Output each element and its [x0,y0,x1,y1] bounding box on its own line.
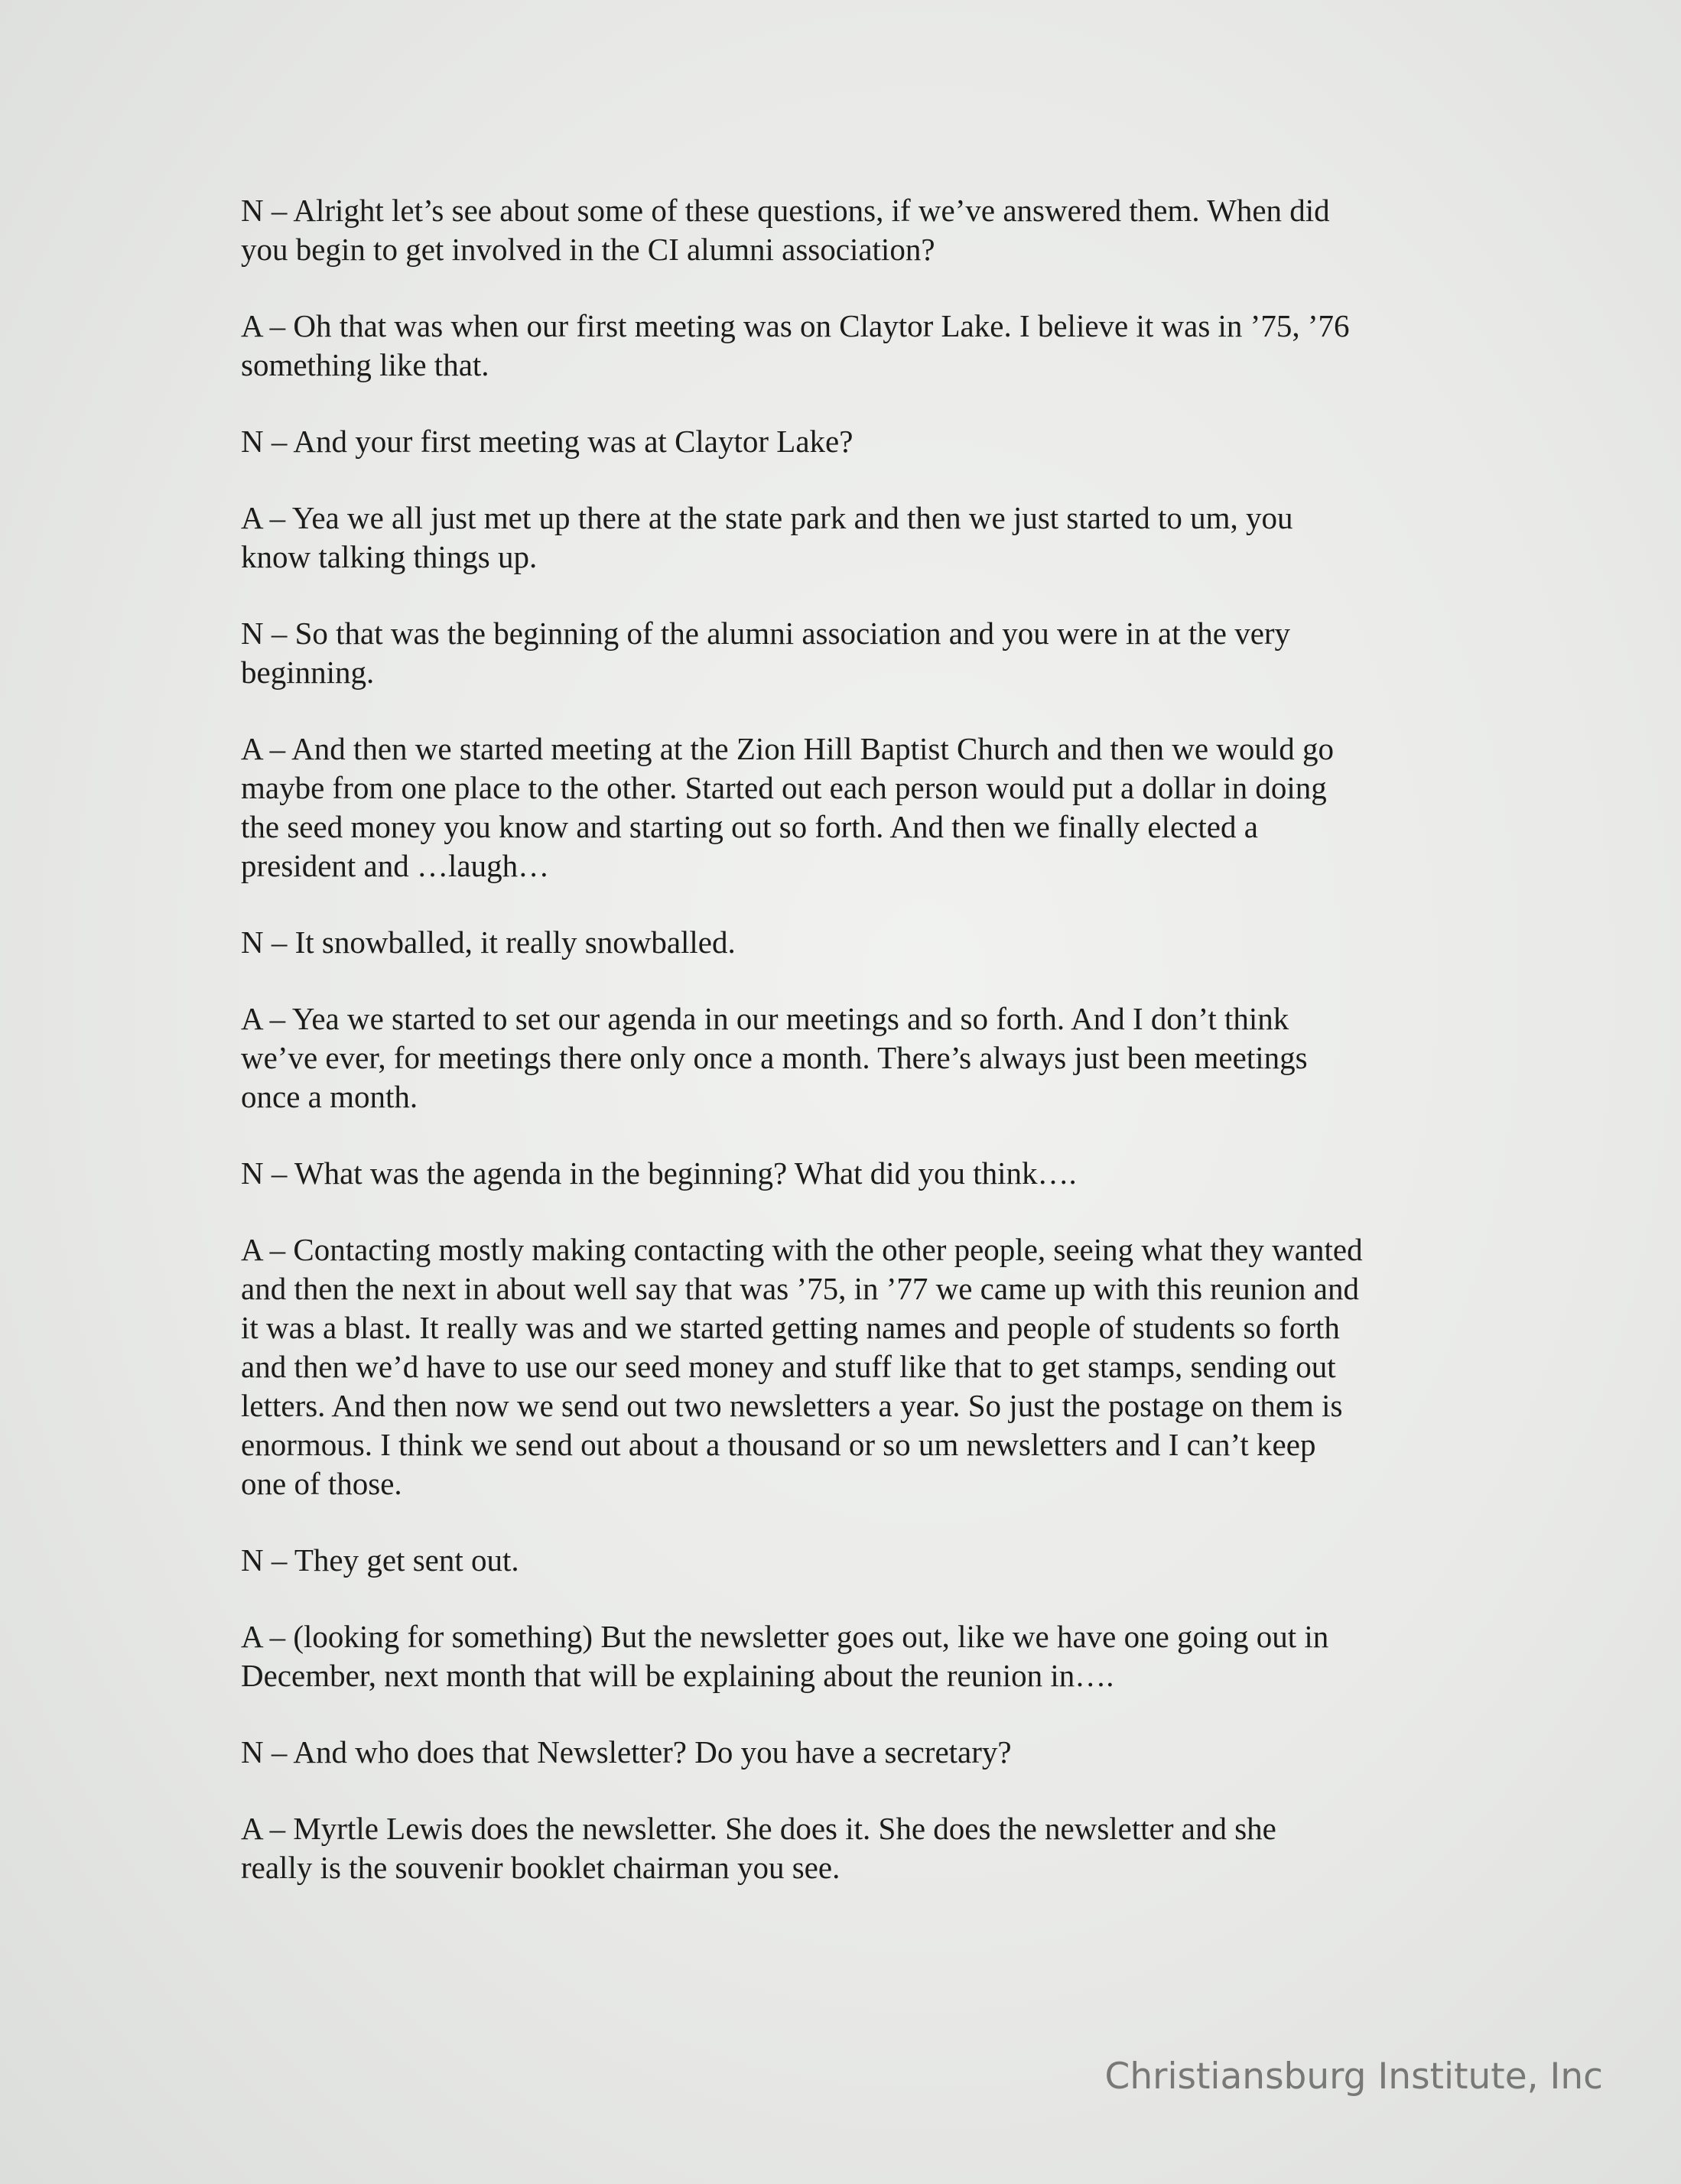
transcript-paragraph: N – And your first meeting was at Claytor Lake? [241,424,854,459]
transcript-paragraph: N – They get sent out. [241,1542,519,1578]
transcript-paragraph: A – Contacting mostly making contacting with the other people, seeing what they wanted and then the next in about well say that was ’75, in ’77 we came up with this reunion and it was a blast. It really was and we started getting names and people of students so forth and then we’d have to use our seed money and stuff like that to get stamps, sending out letters. And then now we send out two newsletters a year. So just the postage on them is enormous. I think we send out about a thousand or so um newsletters and I can’t keep one of those. [241,1232,1363,1501]
transcript-paragraph: A – (looking for something) But the newsletter goes out, like we have one going out in December, next month that will be explaining about the reunion in…. [241,1619,1329,1693]
transcript-paragraph: N – What was the agenda in the beginning? What did you think…. [241,1155,1077,1191]
transcript-paragraph: N – It snowballed, it really snowballed. [241,925,736,960]
transcript-paragraph: N – And who does that Newsletter? Do you have a secretary? [241,1734,1012,1770]
transcript-paragraph: A – Oh that was when our first meeting was on Claytor Lake. I believe it was in ’75, ’76 something like that. [241,308,1350,382]
watermark: Christiansburg Institute, Inc [1104,2056,1603,2098]
transcript-paragraph: N – So that was the beginning of the alumni association and you were in at the very beginning. [241,616,1291,690]
interview-transcript [241,191,1449,1925]
transcript-paragraph: A – Myrtle Lewis does the newsletter. She does it. She does the newsletter and she really is the souvenir booklet chairman you see. [241,1811,1276,1885]
transcript-paragraph: A – Yea we started to set our agenda in our meetings and so forth. And I don’t think we’ve ever, for meetings there only once a month. There’s always just been meetings once a month. [241,1001,1308,1114]
transcript-paragraph: A – Yea we all just met up there at the state park and then we just started to um, you know talking things up. [241,500,1293,574]
transcript-paragraph: N – Alright let’s see about some of these questions, if we’ve answered them. When did you begin to get involved in the CI alumni association? [241,193,1330,267]
transcript-paragraph: A – And then we started meeting at the Zion Hill Baptist Church and then we would go maybe from one place to the other. Started out each person would put a dollar in doing the seed money you know and starting out so forth. And then we finally elected a president and …laugh… [241,731,1335,883]
